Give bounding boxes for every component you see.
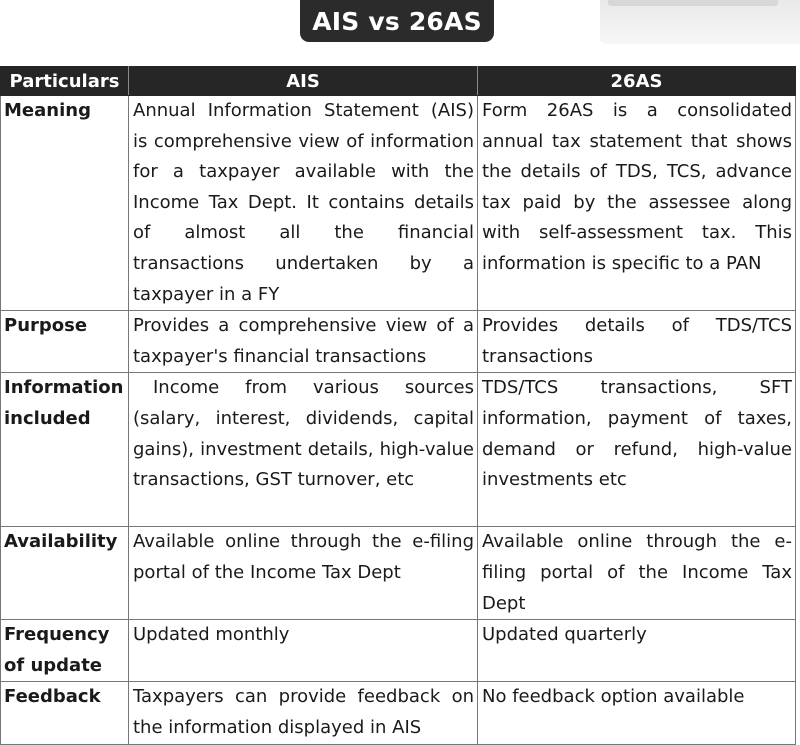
row-label-availability: Availability	[1, 527, 129, 620]
ais-cell-information-included: Income from various sources (salary, interest, dividends, capital gains), investment details, high-value transactions, GST turnover, etc	[129, 373, 478, 527]
comparison-table	[0, 66, 796, 745]
table-row	[1, 682, 796, 744]
header-particulars: Particulars	[1, 67, 129, 96]
26as-cell-availability: Available online through the e-filing portal of the Income Tax Dept	[478, 527, 796, 620]
26as-cell-feedback: No feedback option available	[478, 682, 796, 744]
table-row	[1, 527, 796, 620]
row-label-purpose: Purpose	[1, 311, 129, 373]
table-row	[1, 620, 796, 682]
table-row	[1, 311, 796, 373]
title-bar	[0, 0, 800, 52]
header-ais: AIS	[129, 67, 478, 96]
ais-cell-frequency-of-update: Updated monthly	[129, 620, 478, 682]
corner-smudge	[600, 0, 800, 44]
26as-cell-information-included: TDS/TCS transactions, SFT information, payment of taxes, demand or refund, high-value investments etc	[478, 373, 796, 527]
ais-cell-feedback: Taxpayers can provide feedback on the information displayed in AIS	[129, 682, 478, 744]
page-title: AIS vs 26AS	[300, 0, 494, 42]
row-label-frequency-of-update: Frequency of update	[1, 620, 129, 682]
table-row	[1, 96, 796, 311]
header-row	[1, 67, 796, 96]
26as-cell-meaning: Form 26AS is a consolidated annual tax statement that shows the details of TDS, TCS, advance tax paid by the assessee along with self-assessment tax. This information is specific to a PAN	[478, 96, 796, 311]
header-26as: 26AS	[478, 67, 796, 96]
ais-cell-availability: Available online through the e-filing portal of the Income Tax Dept	[129, 527, 478, 620]
row-label-meaning: Meaning	[1, 96, 129, 311]
row-label-information-included: Information included	[1, 373, 129, 527]
26as-cell-purpose: Provides details of TDS/TCS transactions	[478, 311, 796, 373]
ais-cell-meaning: Annual Information Statement (AIS) is comprehensive view of information for a taxpayer available with the Income Tax Dept. It contains details of almost all the financial transactions undertaken by a taxpayer in a FY	[129, 96, 478, 311]
row-label-feedback: Feedback	[1, 682, 129, 744]
table-row	[1, 373, 796, 527]
26as-cell-frequency-of-update: Updated quarterly	[478, 620, 796, 682]
ais-cell-purpose: Provides a comprehensive view of a taxpayer's financial transactions	[129, 311, 478, 373]
